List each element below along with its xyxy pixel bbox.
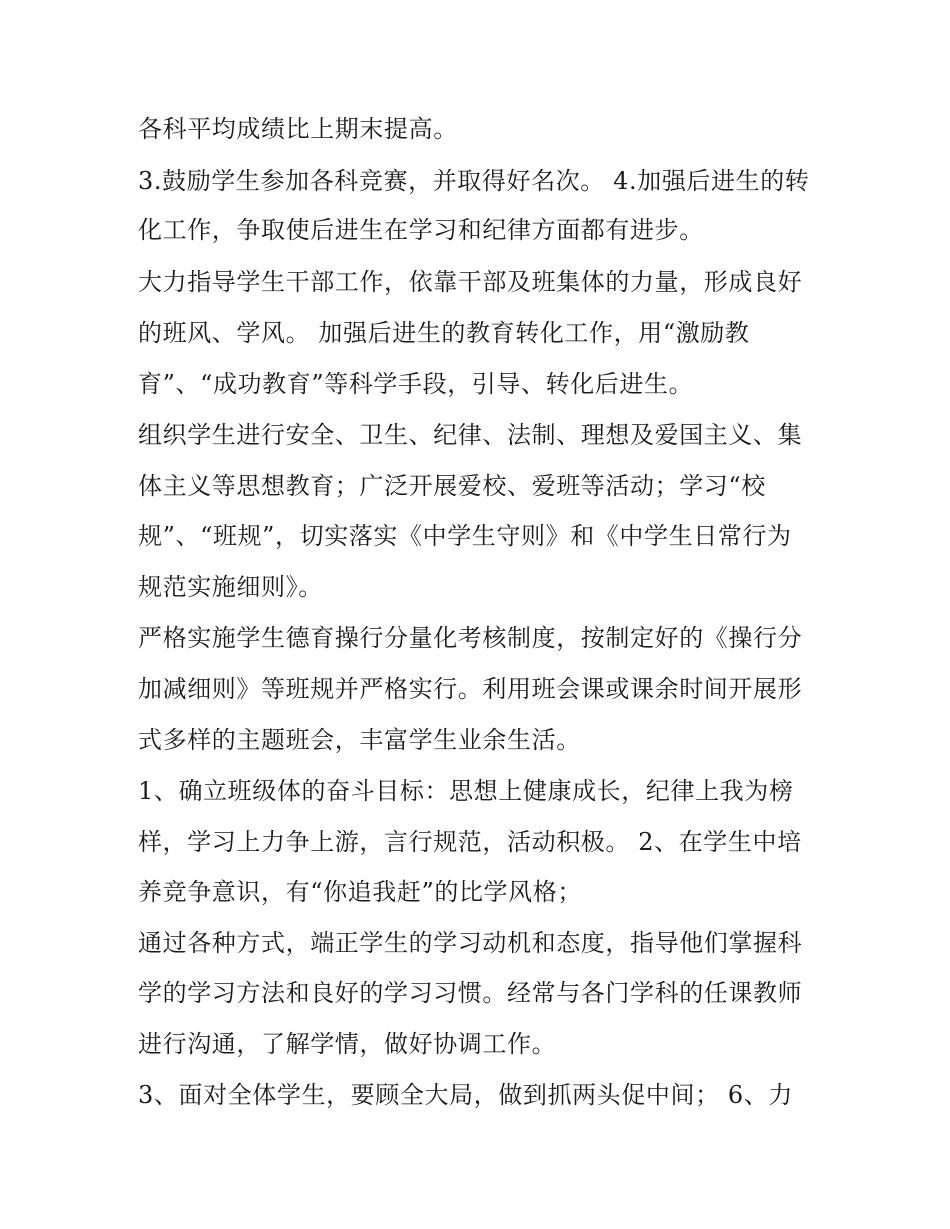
text-line: 体主义等思想教育；广泛开展爱校、爱班等活动；学习“校 (138, 472, 766, 500)
text-line: 规范实施细则》。 (138, 573, 323, 601)
text-line: 学的学习方法和良好的学习习惯。经常与各门学科的任课教师 (138, 979, 803, 1007)
text-line: 规”、“班规”，切实落实《中学生守则》和《中学生日常行为 (138, 522, 792, 550)
text-line: 化工作，争取使后进生在学习和纪律方面都有进步。 (138, 216, 704, 244)
text-line: 加减细则》等班规并严格实行。利用班会课或课余时间开展形 (138, 675, 803, 703)
text-line: 式多样的主题班会，丰富学生业余生活。 (138, 726, 581, 754)
text-line: 组织学生进行安全、卫生、纪律、法制、理想及爱国主义、集 (138, 421, 803, 449)
text-line: 严格实施学生德育操行分量化考核制度，按制定好的《操行分 (138, 624, 803, 652)
text-line: 1、确立班级体的奋斗目标：思想上健康成长，纪律上我为榜 (138, 777, 794, 805)
text-line: 进行沟通，了解学情，做好协调工作。 (138, 1030, 557, 1058)
text-line: 的班风、学风。 加强后进生的教育转化工作，用“激励教 (138, 319, 750, 347)
text-line: 样，学习上力争上游，言行规范，活动积极。 2、在学生中培 (138, 828, 802, 856)
text-line: 育”、“成功教育”等科学手段，引导、转化后进生。 (138, 370, 694, 398)
text-line: 3.鼓励学生参加各科竞赛，并取得好名次。 4.加强后进生的转 (138, 167, 810, 195)
text-line: 通过各种方式，端正学生的学习动机和态度，指导他们掌握科 (138, 929, 803, 957)
text-line: 养竞争意识，有“你追我赶”的比学风格； (138, 878, 582, 906)
text-line: 大力指导学生干部工作，依靠干部及班集体的力量，形成良好 (138, 268, 803, 296)
text-line: 3、面对全体学生，要顾全大局，做到抓两头促中间； 6、力 (138, 1081, 793, 1109)
text-line: 各科平均成绩比上期末提高。 (138, 115, 458, 143)
